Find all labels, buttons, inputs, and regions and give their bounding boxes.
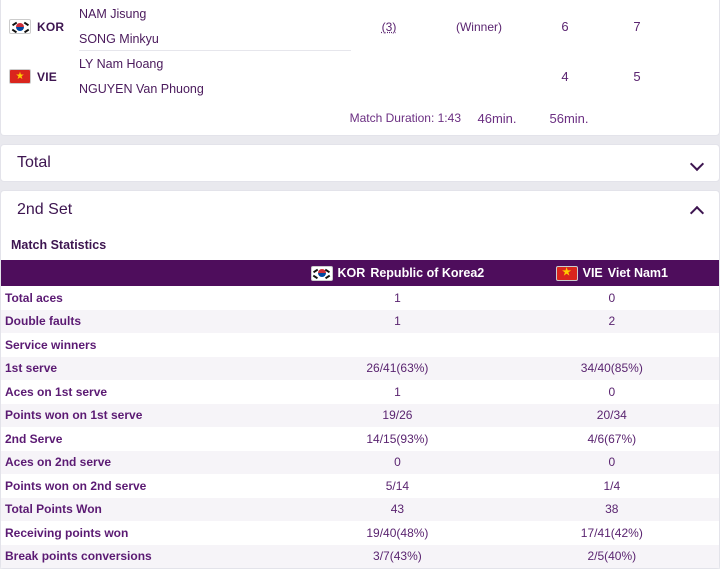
vie-flag-icon: ★ xyxy=(9,69,31,84)
table-row xyxy=(1,451,719,475)
stat-value-kor: 1 xyxy=(394,384,401,399)
team-row xyxy=(1,51,719,102)
stat-value-vie: 0 xyxy=(608,384,616,399)
seed-cell: (3) xyxy=(381,19,397,34)
set1-duration: 46min. xyxy=(477,110,517,126)
team-identity xyxy=(1,69,77,84)
stat-value-kor: 43 xyxy=(390,502,405,517)
player-name[interactable]: NAM Jisung xyxy=(79,6,147,21)
stat-label: Points won on 2nd serve xyxy=(5,478,147,493)
stat-label: Break points conversions xyxy=(5,549,152,564)
stat-value-vie: 0 xyxy=(608,290,616,305)
player-names xyxy=(77,52,349,102)
stats-team-header-kor xyxy=(290,266,504,281)
team-row xyxy=(1,0,719,51)
stat-value-vie: 17/41(42%) xyxy=(580,525,643,540)
stat-value-kor: 26/41(63%) xyxy=(366,361,429,376)
stat-value-kor: 14/15(93%) xyxy=(366,431,429,446)
stat-label: Total aces xyxy=(5,290,63,305)
kor-flag-icon xyxy=(9,19,31,34)
stat-value-vie: 20/34 xyxy=(596,408,627,423)
stat-value-kor: 1 xyxy=(394,290,401,305)
team-code: KOR xyxy=(37,19,65,34)
stat-value-vie: 2/5(40%) xyxy=(587,549,637,564)
stat-value-vie: 1/4 xyxy=(603,478,621,493)
stat-label: 2nd Serve xyxy=(5,431,63,446)
team-code: VIE xyxy=(37,69,57,84)
stat-label: Total Points Won xyxy=(5,502,102,517)
table-row xyxy=(1,474,719,498)
player-name[interactable]: NGUYEN Van Phuong xyxy=(79,81,204,96)
stat-value-kor: 1 xyxy=(394,314,401,329)
table-row xyxy=(1,286,719,310)
stat-value-kor: 19/26 xyxy=(382,408,413,423)
vie-flag-icon: ★ xyxy=(556,266,578,281)
team-identity xyxy=(1,19,77,34)
set2-score: 7 xyxy=(633,19,641,34)
table-row xyxy=(1,498,719,522)
result-cell: (Winner) xyxy=(455,19,502,34)
chevron-up-icon[interactable] xyxy=(691,203,705,217)
table-row xyxy=(1,427,719,451)
stats-team-name: Republic of Korea2 xyxy=(370,266,485,280)
stat-label: Double faults xyxy=(5,314,82,329)
set2-score: 5 xyxy=(633,69,641,84)
stats-team-name: Viet Nam1 xyxy=(607,266,668,280)
stat-value-vie: 34/40(85%) xyxy=(580,361,643,376)
stat-value-kor: 0 xyxy=(394,455,401,470)
match-statistics-heading: Match Statistics xyxy=(11,238,107,252)
scoreboard-card xyxy=(0,0,720,136)
match-duration-label: Match Duration: 1:43 xyxy=(349,111,461,125)
stats-team-header-vie xyxy=(505,266,719,281)
match-statistics-panel xyxy=(0,228,720,569)
set1-score: 6 xyxy=(561,19,569,34)
stat-label: Aces on 2nd serve xyxy=(5,455,112,470)
stat-value-vie: 4/6(67%) xyxy=(587,431,637,446)
stats-team-code: VIE xyxy=(582,266,603,280)
accordion-2nd-set[interactable] xyxy=(0,190,720,228)
stat-value-vie: 38 xyxy=(605,502,619,517)
table-row xyxy=(1,545,719,569)
chevron-down-icon[interactable] xyxy=(691,156,705,170)
stat-value-vie: 0 xyxy=(608,455,616,470)
stat-label: 1st serve xyxy=(5,361,58,376)
stat-value-kor: 5/14 xyxy=(385,478,410,493)
stats-team-code: KOR xyxy=(337,266,366,280)
set2-duration: 56min. xyxy=(549,110,589,126)
player-names xyxy=(77,2,349,52)
stat-label: Points won on 1st serve xyxy=(5,408,143,423)
stat-value-kor: 3/7(43%) xyxy=(373,549,422,564)
player-name[interactable]: SONG Minkyu xyxy=(79,31,159,46)
stat-value-kor: 19/40(48%) xyxy=(366,525,429,540)
table-row xyxy=(1,333,719,357)
stat-label: Receiving points won xyxy=(5,525,129,540)
table-row xyxy=(1,380,719,404)
table-row xyxy=(1,404,719,428)
match-duration-row xyxy=(1,102,719,134)
table-row xyxy=(1,310,719,334)
kor-flag-icon xyxy=(311,266,333,281)
accordion-2nd-set-label: 2nd Set xyxy=(17,200,73,218)
set1-score: 4 xyxy=(561,69,569,84)
stats-table-header xyxy=(1,260,719,286)
stat-value-vie: 2 xyxy=(608,314,616,329)
stat-label: Service winners xyxy=(5,337,97,352)
accordion-total[interactable] xyxy=(0,144,720,182)
stat-label: Aces on 1st serve xyxy=(5,384,108,399)
player-name[interactable]: LY Nam Hoang xyxy=(79,56,164,71)
table-row xyxy=(1,357,719,381)
table-row xyxy=(1,521,719,545)
accordion-total-label: Total xyxy=(17,154,51,171)
